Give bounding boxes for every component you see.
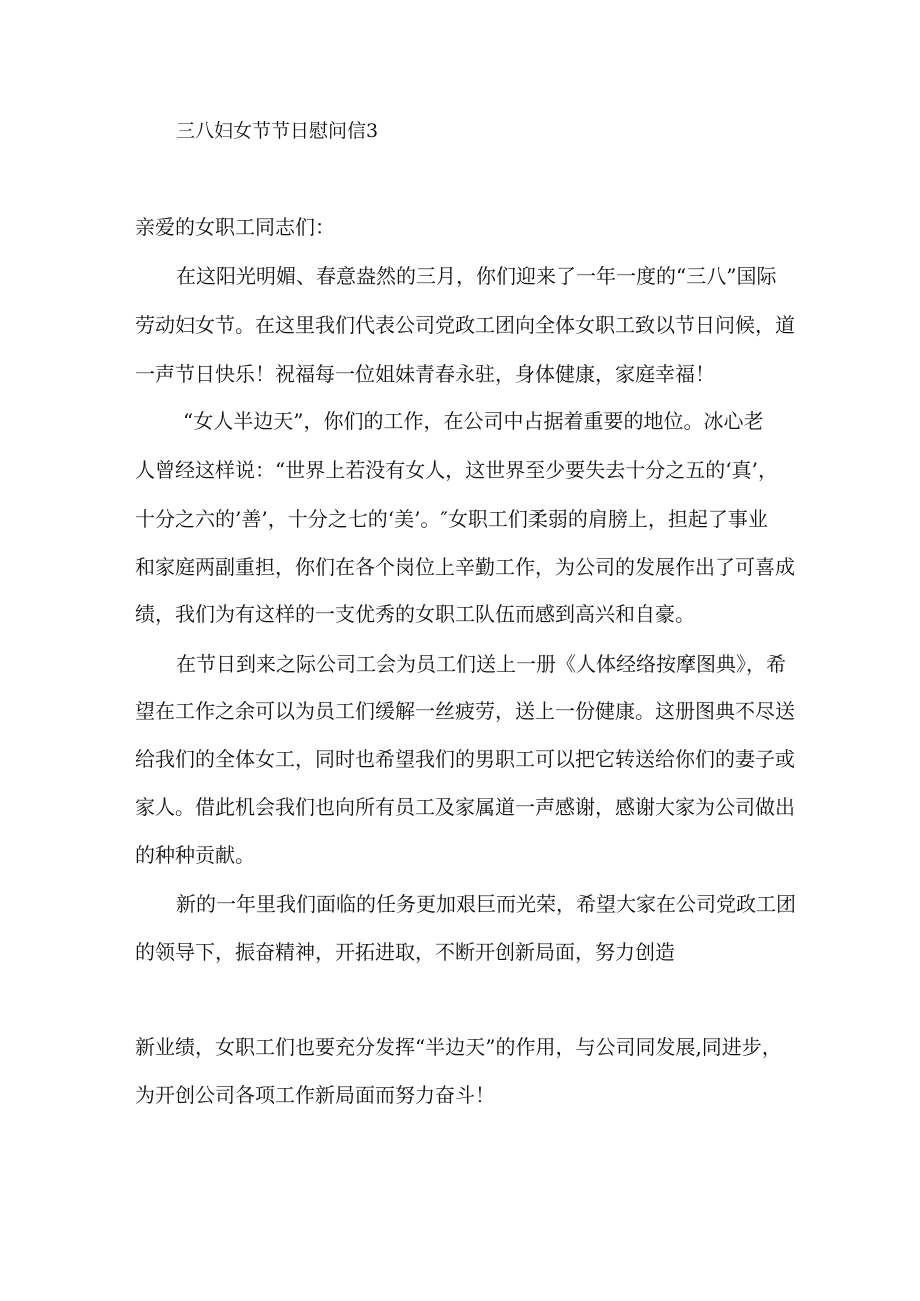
paragraph-line: 在节日到来之际公司工会为员工们送上一册《人体经络按摩图典》，希: [176, 652, 786, 676]
paragraph-line: 在这阳光明媚、春意盎然的三月，你们迎来了一年一度的“三八”国际: [176, 264, 777, 288]
paragraph-line: 十分之六的’善’，十分之七的‘美’。″女职工们柔弱的肩膀上，担起了事业: [135, 507, 768, 531]
paragraph-line: 家人。借此机会我们也向所有员工及家属道一声感谢，感谢大家为公司做出: [135, 795, 795, 819]
paragraph-line: 新业绩，女职工们也要充分发挥“半边天”的作用，与公司同发展,同进步，: [135, 1035, 782, 1059]
paragraph-line: 为开创公司各项工作新局面而努力奋斗！: [135, 1083, 495, 1107]
paragraph-line: 劳动妇女节。在这里我们代表公司党政工团向全体女职工致以节日问候，道: [135, 313, 795, 337]
letter-greeting: 亲爱的女职工同志们：: [135, 215, 335, 239]
paragraph-line: 新的一年里我们面临的任务更加艰巨而光荣，希望大家在公司党政工团: [176, 892, 796, 916]
paragraph-line: “女人半边天”，你们的工作，在公司中占据着重要的地位。冰心老: [183, 409, 764, 433]
paragraph-line: 的领导下，振奋精神，开拓进取，不断开创新局面，努力创造: [135, 940, 675, 964]
paragraph-line: 人曾经这样说：“世界上若没有女人，这世界至少要失去十分之五的‘真’，: [135, 458, 778, 482]
paragraph-line: 绩，我们为有这样的一支优秀的女职工队伍而感到高兴和自豪。: [135, 602, 695, 626]
paragraph-line: 一声节日快乐！祝福每一位姐妹青春永驻，身体健康，家庭幸福！: [135, 362, 715, 386]
paragraph-line: 的种种贡献。: [135, 843, 255, 867]
paragraph-line: 望在工作之余可以为员工们缓解一丝疲劳，送上一份健康。这册图典不尽送: [135, 699, 795, 723]
letter-title: 三八妇女节节日慰问信3: [176, 120, 379, 142]
paragraph-line: 给我们的全体女工，同时也希望我们的男职工可以把它转送给你们的妻子或: [135, 747, 795, 771]
paragraph-line: 和家庭两副重担，你们在各个岗位上辛勤工作，为公司的发展作出了可喜成: [135, 555, 795, 579]
